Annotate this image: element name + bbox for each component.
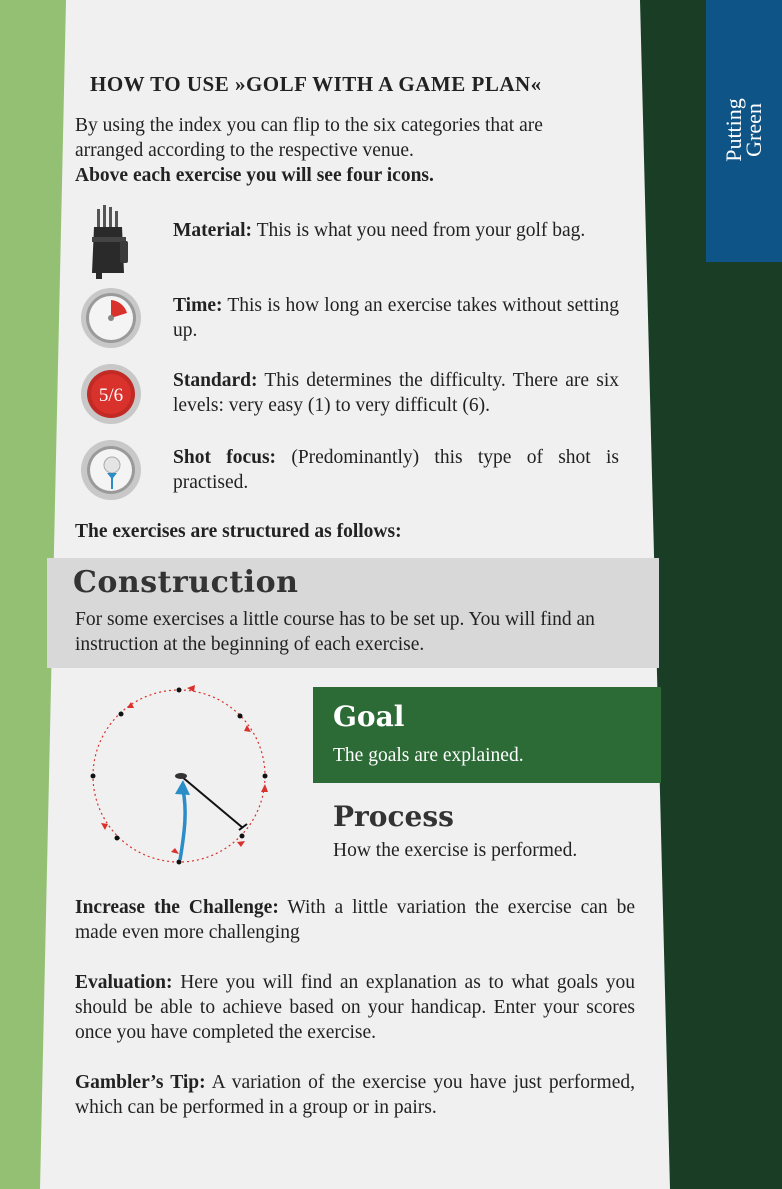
construction-title: Construction bbox=[73, 565, 299, 600]
difficulty-badge-text: 5/6 bbox=[98, 385, 124, 406]
icon-row-standard bbox=[80, 361, 620, 431]
exercise-circle-diagram bbox=[75, 680, 285, 880]
page-title: HOW TO USE »GOLF WITH A GAME PLAN« bbox=[90, 72, 542, 96]
goal-text: The goals are explained. bbox=[333, 745, 524, 766]
stopwatch-icon bbox=[80, 285, 144, 365]
intro-paragraph bbox=[75, 113, 635, 188]
process-title: Process bbox=[333, 800, 454, 833]
section-increase-challenge: Increase the Challenge: With a little variation the exercise can be made even more challenging bbox=[75, 897, 635, 943]
construction-text: For some exercises a little course has to be set up. You will find an instruction at the beginning of each exercise. bbox=[75, 609, 595, 655]
goal-title: Goal bbox=[333, 700, 405, 733]
golf-bag-icon bbox=[80, 203, 144, 283]
icon-row-time bbox=[80, 285, 620, 355]
icon-description-material: Material: This is what you need from your golf bag. bbox=[173, 220, 586, 241]
left-green-margin bbox=[0, 0, 40, 1189]
icon-description-time: Time: This is how long an exercise takes without setting up. bbox=[173, 295, 619, 341]
process-text: How the exercise is performed. bbox=[333, 840, 578, 861]
intro-line: By using the index you can flip to the six categories that are bbox=[75, 115, 543, 136]
structure-intro: The exercises are structured as follows: bbox=[75, 521, 402, 542]
section-gamblers-tip: Gambler’s Tip: A variation of the exercise you have just performed, which can be performed in a group or in pairs. bbox=[75, 1072, 635, 1118]
intro-line: arranged according to the respective venue. bbox=[75, 140, 414, 161]
icon-description-standard: Standard: This determines the difficulty. There are six levels: very easy (1) to very difficult (6). bbox=[173, 370, 619, 416]
golf-ball-tee-icon bbox=[80, 437, 144, 517]
icon-row-material bbox=[80, 203, 620, 283]
index-tab-label: Putting Green bbox=[721, 98, 766, 162]
difficulty-badge-icon bbox=[80, 361, 144, 441]
intro-line-bold: Above each exercise you will see four icons. bbox=[75, 165, 434, 186]
icon-row-shot-focus bbox=[80, 437, 620, 507]
section-evaluation: Evaluation: Here you will find an explanation as to what goals you should be able to achieve based on your handicap. Enter your scores once you have completed the exercise. bbox=[75, 972, 635, 1043]
icon-description-shot-focus: Shot focus: (Predominantly) this type of shot is practised. bbox=[173, 447, 620, 493]
